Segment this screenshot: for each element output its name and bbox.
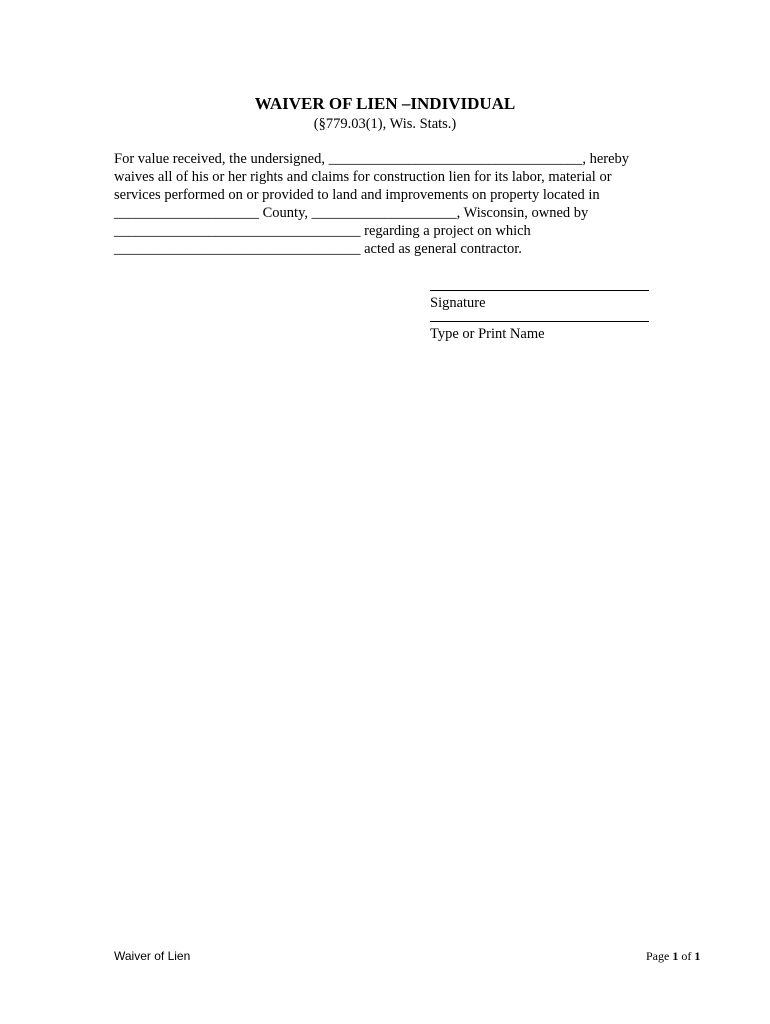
print-name-line xyxy=(430,321,649,322)
footer-page-number xyxy=(646,949,700,963)
body-line: For value received, the undersigned, ___________________________________, hereby xyxy=(114,151,630,167)
document-subtitle: (§779.03(1), Wis. Stats.) xyxy=(313,116,457,132)
document-title: WAIVER OF LIEN –INDIVIDUAL xyxy=(254,94,516,113)
page-current: 1 xyxy=(672,949,679,963)
page-of: of xyxy=(678,949,695,963)
body-line: __________________________________ acted as general contractor. xyxy=(114,241,522,257)
body-line: services performed on or provided to land and improvements on property located in xyxy=(114,187,600,203)
signature-label: Signature xyxy=(430,295,486,311)
page-prefix: Page xyxy=(646,949,673,963)
page-total: 1 xyxy=(694,949,701,963)
body-line: __________________________________ regarding a project on which xyxy=(114,223,531,239)
print-name-label: Type or Print Name xyxy=(430,326,545,342)
body-line: ____________________ County, ____________________, Wisconsin, owned by xyxy=(114,205,589,221)
footer-document-name: Waiver of Lien xyxy=(114,949,191,963)
waiver-body xyxy=(114,150,659,258)
signature-line xyxy=(430,290,649,291)
signature-block xyxy=(430,276,650,343)
body-line: waives all of his or her rights and claims for construction lien for its labor, material or xyxy=(114,169,612,185)
